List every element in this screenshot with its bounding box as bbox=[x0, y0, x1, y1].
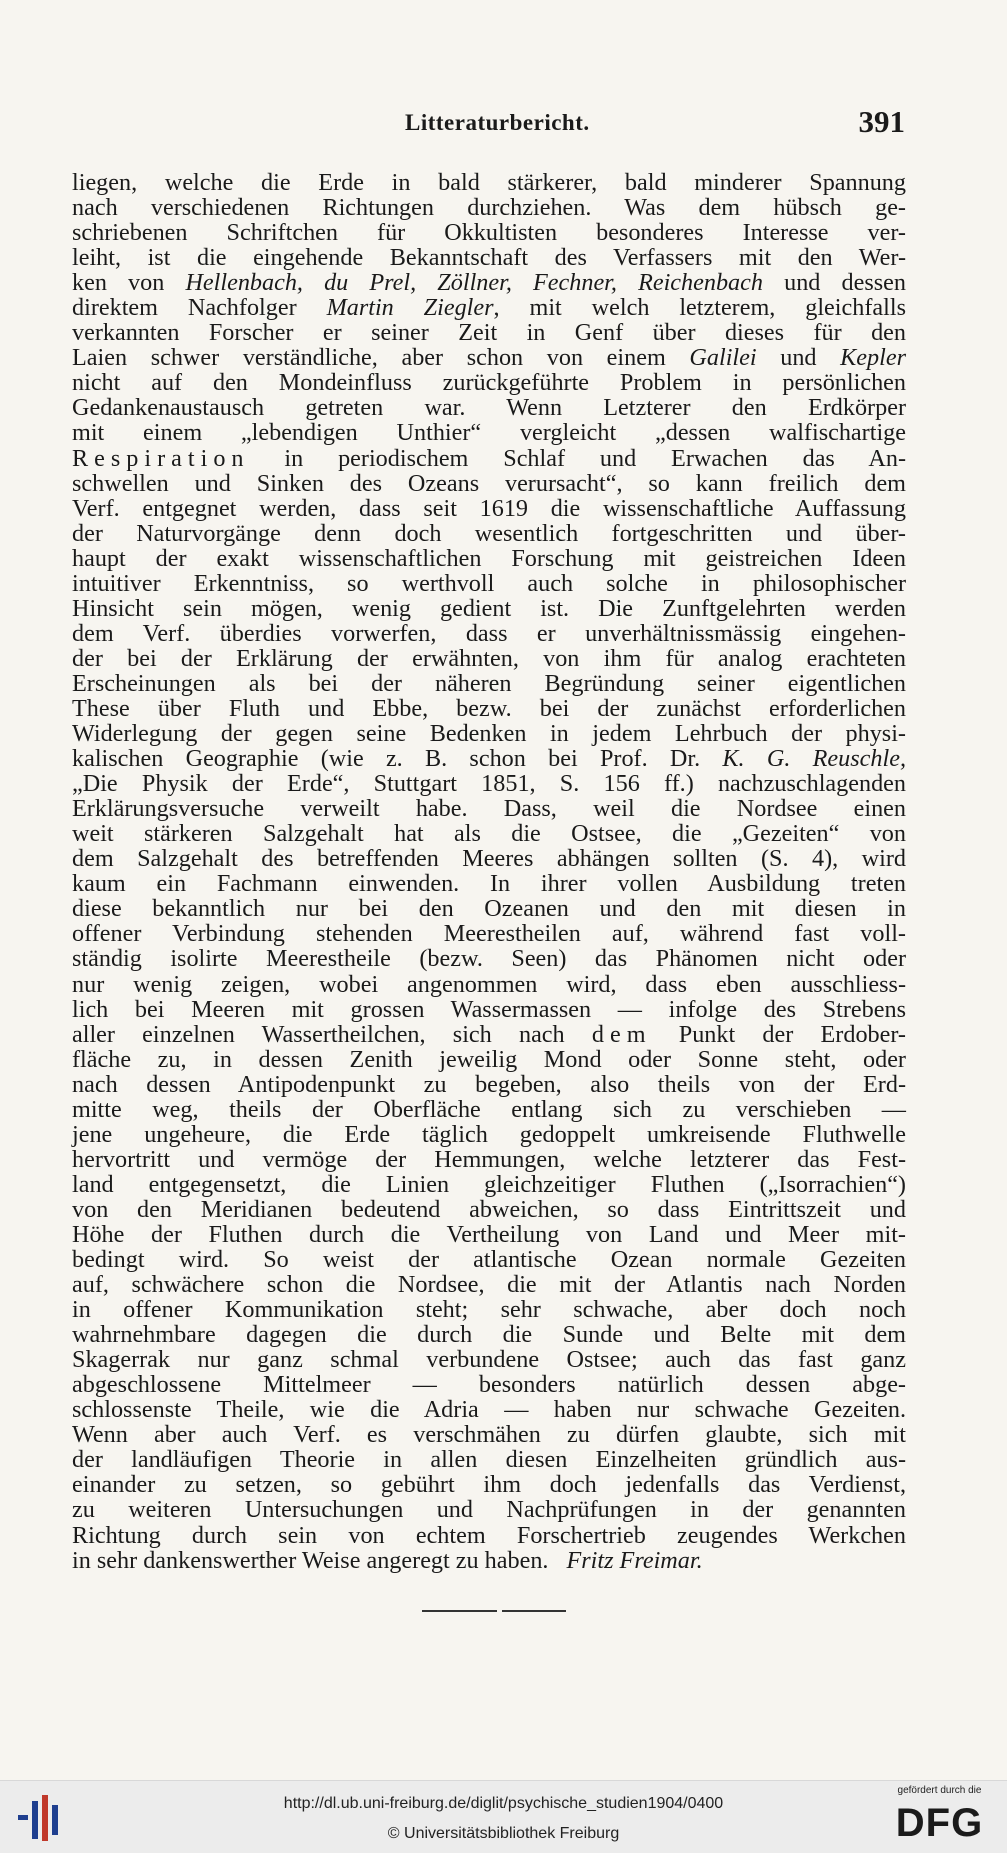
text-segment: der Naturvorgänge denn doch wesentlich fortgeschritten und über- bbox=[72, 519, 906, 547]
text-line bbox=[72, 1247, 906, 1272]
text-segment: Richtung durch sein von echtem Forschertrieb zeugendes Werkchen bbox=[72, 1521, 906, 1549]
text-segment: Widerlegung der gegen seine Bedenken in jedem Lehrbuch der physi- bbox=[72, 720, 906, 748]
text-segment: einander zu setzen, so gebührt ihm doch jedenfalls das Verdienst, bbox=[72, 1471, 906, 1499]
text-line bbox=[72, 871, 906, 896]
emphasised-text: Kepler bbox=[840, 344, 907, 372]
text-segment: „Die Physik der Erde“, Stuttgart 1851, S. 156 ff.) nachzuschlagenden bbox=[72, 770, 906, 798]
text-segment: nur wenig zeigen, wobei angenommen wird, dass eben ausschliess- bbox=[72, 970, 906, 998]
text-line bbox=[72, 1047, 906, 1072]
closing-rule-right bbox=[502, 1610, 566, 1612]
text-line bbox=[72, 696, 906, 721]
text-segment: liegen, welche die Erde in bald stärkerer, bald minderer Spannung bbox=[72, 169, 906, 196]
text-segment: offener Verbindung stehenden Meerestheilen auf, während fast voll- bbox=[72, 920, 906, 948]
text-segment: nicht auf den Mondeinfluss zurückgeführte Problem in persönlichen bbox=[72, 369, 906, 397]
text-segment: nach dessen Antipodenpunkt zu begeben, also theils von der Erd- bbox=[72, 1070, 906, 1098]
text-segment: kalischen Geographie (wie z. B. schon bei Prof. Dr. bbox=[72, 745, 723, 773]
text-segment: Wenn aber auch Verf. es verschmähen zu dürfen glaubte, sich mit bbox=[72, 1421, 906, 1449]
body-text bbox=[72, 170, 906, 1573]
text-line bbox=[72, 571, 906, 596]
text-segment: dem Verf. überdies vorwerfen, dass er unverhältnissmässig eingehen- bbox=[72, 619, 906, 647]
text-line bbox=[72, 746, 906, 771]
text-line bbox=[72, 1472, 906, 1497]
text-segment: bedingt wird. So weist der atlantische Ozean normale Gezeiten bbox=[72, 1246, 906, 1274]
text-segment: nach verschiedenen Richtungen durchziehen. Was dem hübsch ge- bbox=[72, 194, 906, 222]
text-segment: verkannten Forscher er seiner Zeit in Genf über dieses für den bbox=[72, 319, 906, 347]
dfg-mark: DFG bbox=[895, 1801, 984, 1845]
text-line bbox=[72, 1322, 906, 1347]
dfg-caption: gefördert durch die bbox=[897, 1785, 982, 1796]
text-line bbox=[72, 972, 906, 997]
text-line bbox=[72, 195, 906, 220]
text-line bbox=[72, 170, 906, 195]
text-line bbox=[72, 771, 906, 796]
running-title: Litteraturbericht. bbox=[405, 110, 590, 135]
text-line bbox=[72, 521, 906, 546]
text-segment: leiht, ist die eingehende Bekanntschaft des Verfassers mit den Wer- bbox=[72, 244, 906, 272]
text-line bbox=[72, 1072, 906, 1097]
text-segment: in sehr dankenswerther Weise angeregt zu haben. bbox=[72, 1546, 549, 1574]
text-segment: zu weiteren Untersuchungen und Nachprüfungen in der genannten bbox=[72, 1496, 906, 1524]
text-segment: Erklärungsversuche verweilt habe. Dass, weil die Nordsee einen bbox=[72, 795, 906, 823]
text-line bbox=[72, 1147, 906, 1172]
text-segment: mit einem „lebendigen Unthier“ vergleicht „dessen walfischartige bbox=[72, 419, 906, 447]
running-head bbox=[70, 104, 905, 144]
text-line bbox=[72, 1222, 906, 1247]
text-line bbox=[72, 1172, 906, 1197]
text-line bbox=[72, 1372, 906, 1397]
text-line bbox=[72, 1197, 906, 1222]
text-line bbox=[72, 997, 906, 1022]
reviewer-signature: Fritz Freimar. bbox=[566, 1546, 703, 1574]
text-segment: abgeschlossene Mittelmeer — besonders natürlich dessen abge- bbox=[72, 1371, 906, 1399]
emphasised-text: Respiration bbox=[72, 444, 250, 472]
text-segment: , mit welch letzterem, gleichfalls bbox=[493, 294, 906, 322]
text-line bbox=[72, 1097, 906, 1122]
text-line bbox=[72, 446, 906, 471]
text-segment: in offener Kommunikation steht; sehr schwache, aber doch noch bbox=[72, 1296, 906, 1324]
text-line bbox=[72, 220, 906, 245]
text-segment: dem Salzgehalt des betreffenden Meeres abhängen sollten (S. 4), wird bbox=[72, 845, 906, 873]
text-line bbox=[72, 596, 906, 621]
emphasised-text: Hellenbach, du Prel, Zöllner, Fechner, Reichenbach bbox=[185, 269, 763, 297]
text-line bbox=[72, 721, 906, 746]
text-segment: diese bekanntlich nur bei den Ozeanen und den mit diesen in bbox=[72, 895, 906, 923]
text-segment: hervortritt und vermöge der Hemmungen, welche letzterer das Fest- bbox=[72, 1145, 906, 1173]
text-line bbox=[72, 1347, 906, 1372]
text-segment: der landläufigen Theorie in allen diesen Einzelheiten gründlich aus- bbox=[72, 1446, 906, 1474]
text-line bbox=[72, 270, 906, 295]
text-line bbox=[72, 646, 906, 671]
text-segment: direktem Nachfolger bbox=[72, 294, 327, 322]
text-segment: Skagerrak nur ganz schmal verbundene Ostsee; auch das fast ganz bbox=[72, 1346, 906, 1374]
text-line bbox=[72, 245, 906, 270]
text-line bbox=[72, 1523, 906, 1548]
text-line bbox=[72, 395, 906, 420]
text-segment: wahrnehmbare dagegen die durch die Sunde und Belte mit dem bbox=[72, 1321, 906, 1349]
text-segment: schlossenste Theile, wie die Adria — haben nur schwache Gezeiten. bbox=[72, 1396, 906, 1424]
emphasised-text: Martin Ziegler bbox=[326, 294, 494, 322]
text-segment: Hinsicht sein mögen, wenig gedient ist. Die Zunftgelehrten werden bbox=[72, 594, 906, 622]
text-segment: und bbox=[756, 344, 841, 372]
text-line bbox=[72, 320, 906, 345]
text-line bbox=[72, 295, 906, 320]
text-segment: schwellen und Sinken des Ozeans verursacht“, so kann freilich dem bbox=[72, 469, 906, 497]
text-line bbox=[72, 1497, 906, 1522]
text-line bbox=[72, 1548, 906, 1573]
text-line bbox=[72, 546, 906, 571]
text-segment: von den Meridianen bedeutend abweichen, so dass Eintrittszeit und bbox=[72, 1195, 906, 1223]
text-segment: und dessen bbox=[762, 269, 906, 297]
text-segment: in periodischem Schlaf und Erwachen das An- bbox=[249, 444, 906, 472]
emphasised-text: K. G. Reuschle, bbox=[722, 745, 906, 773]
text-segment: auf, schwächere schon die Nordsee, die mit der Atlantis nach Norden bbox=[72, 1271, 906, 1299]
dfg-logo bbox=[882, 1785, 997, 1849]
text-line bbox=[72, 345, 906, 370]
viewer-footer bbox=[0, 1780, 1007, 1853]
text-line bbox=[72, 370, 906, 395]
text-segment: These über Fluth und Ebbe, bezw. bei der zunächst erforderlichen bbox=[72, 694, 906, 722]
emphasised-text: Galilei bbox=[689, 344, 757, 372]
text-segment: fläche zu, in dessen Zenith jeweilig Mond oder Sonne steht, oder bbox=[72, 1045, 906, 1073]
text-line bbox=[72, 946, 906, 971]
text-segment: aller einzelnen Wassertheilchen, sich nach bbox=[72, 1020, 592, 1048]
text-segment: mitte weg, theils der Oberfläche entlang sich zu verschieben — bbox=[72, 1095, 906, 1123]
text-segment: Verf. entgegnet werden, dass seit 1619 die wissenschaftliche Auffassung bbox=[72, 494, 906, 522]
text-segment: jene ungeheure, die Erde täglich gedoppelt umkreisende Fluthwelle bbox=[72, 1120, 906, 1148]
text-segment: Punkt der Erdober- bbox=[651, 1020, 906, 1048]
text-segment: ken von bbox=[72, 269, 186, 297]
text-line bbox=[72, 471, 906, 496]
page-number: 391 bbox=[858, 104, 905, 139]
permalink-url[interactable]: http://dl.ub.uni-freiburg.de/diglit/psychische_studien1904/0400 bbox=[283, 1795, 724, 1812]
text-segment: Gedankenaustausch getreten war. Wenn Letzterer den Erdkörper bbox=[72, 394, 906, 422]
text-line bbox=[72, 821, 906, 846]
text-segment: weit stärkeren Salzgehalt hat als die Ostsee, die „Gezeiten“ von bbox=[72, 820, 906, 848]
text-segment: lich bei Meeren mit grossen Wassermassen — infolge des Strebens bbox=[72, 995, 906, 1023]
text-line bbox=[72, 796, 906, 821]
text-line bbox=[72, 1297, 906, 1322]
text-segment: Höhe der Fluthen durch die Vertheilung von Land und Meer mit- bbox=[72, 1220, 906, 1248]
text-line bbox=[72, 921, 906, 946]
text-segment: Laien schwer verständliche, aber schon von einem bbox=[72, 344, 690, 372]
text-segment: ständig isolirte Meerestheile (bezw. Seen) das Phänomen nicht oder bbox=[72, 945, 906, 973]
text-line bbox=[72, 846, 906, 871]
copyright-notice: © Universitätsbibliothek Freiburg bbox=[387, 1825, 620, 1842]
text-line bbox=[72, 1397, 906, 1422]
text-segment: der bei der Erklärung der erwähnten, von ihm für analog erachteten bbox=[72, 644, 906, 672]
text-line bbox=[72, 1122, 906, 1147]
text-line bbox=[72, 496, 906, 521]
text-line bbox=[72, 621, 906, 646]
text-segment: kaum ein Fachmann einwenden. In ihrer vollen Ausbildung treten bbox=[72, 870, 906, 898]
text-line bbox=[72, 1422, 906, 1447]
text-segment: haupt der exakt wissenschaftlichen Forschung mit geistreichen Ideen bbox=[72, 544, 906, 572]
closing-rule-left bbox=[422, 1610, 497, 1612]
text-segment: intuitiver Erkenntniss, so werthvoll auch solche in philosophischer bbox=[72, 569, 906, 597]
text-line bbox=[72, 896, 906, 921]
text-segment: schriebenen Schriftchen für Okkultisten besonderes Interesse ver- bbox=[72, 219, 906, 247]
text-line bbox=[72, 1022, 906, 1047]
text-line bbox=[72, 671, 906, 696]
text-line bbox=[72, 1447, 906, 1472]
text-line bbox=[72, 420, 906, 445]
text-segment: land entgegensetzt, die Linien gleichzeitiger Fluthen („Isorrachien“) bbox=[72, 1170, 906, 1198]
text-line bbox=[72, 1272, 906, 1297]
text-segment: Erscheinungen als bei der näheren Begründung seiner eigentlichen bbox=[72, 669, 906, 697]
emphasised-text: dem bbox=[591, 1020, 652, 1048]
